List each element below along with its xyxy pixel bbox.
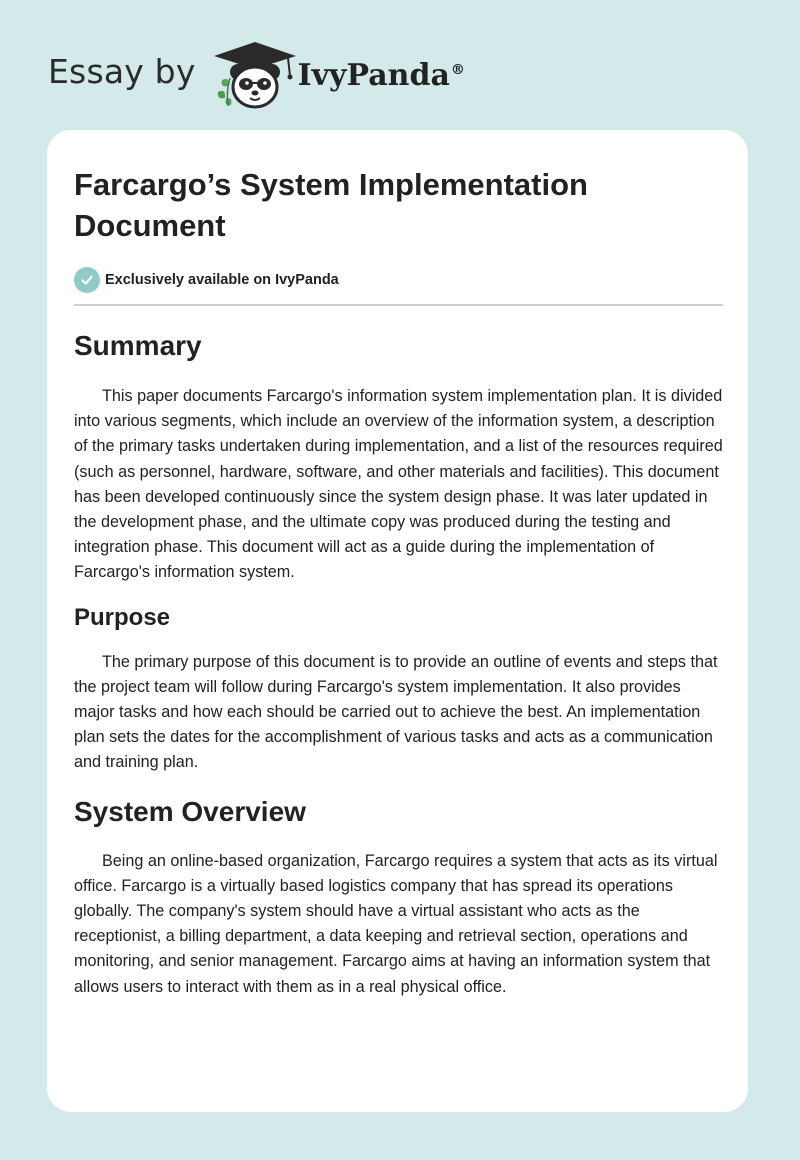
brand-header xyxy=(48,34,465,114)
divider xyxy=(74,304,723,306)
registered-mark: ® xyxy=(450,61,465,78)
brand-name-text: IvyPanda xyxy=(297,57,450,93)
badge-text: Exclusively available on IvyPanda xyxy=(105,272,339,288)
section-body-system-overview: Being an online-based organization, Farcargo requires a system that acts as its virtual office. Farcargo is a virtually based logistics company that has spread its operations globally. The company's system should have a virtual assistant who acts as the receptionist, a billing department, a data keeping and retrieval section, operations and monitoring, and senior management. Farcargo aims at having an information system that allows users to interact with them as in a real physical office. xyxy=(74,851,718,996)
section-heading-system-overview: System Overview xyxy=(74,795,306,827)
brand-prefix: Essay by xyxy=(48,51,196,91)
page-title: Farcargo’s System Implementation Document xyxy=(74,167,588,243)
document-content xyxy=(74,164,724,1000)
exclusive-badge xyxy=(74,267,724,293)
section-body-summary: This paper documents Farcargo's information system implementation plan. It is divided into various segments, which include an overview of the information system, a description of the primary tasks undertaken during implementation, and a list of the resources required (such as personnel, hardware, software, and other materials and facilities). This document has been developed continuously since the system design phase. It was later updated in the development phase, and the ultimate copy was produced during the testing and integration phase. This document will act as a guide during the implementation of Farcargo's information system. xyxy=(74,387,723,582)
panda-logo-icon[interactable] xyxy=(208,36,302,112)
section-heading-summary: Summary xyxy=(74,330,202,361)
document-card xyxy=(47,130,748,1112)
checkmark-icon xyxy=(74,267,100,293)
section-heading-purpose: Purpose xyxy=(74,603,171,631)
section-body-purpose: The primary purpose of this document is to provide an outline of events and steps that the project team will follow during Farcargo's system implementation. It also provides major tasks and how each should be carried out to achieve the best. An implementation plan sets the dates for the accomplishment of various tasks and acts as a communication and training plan. xyxy=(74,652,718,772)
brand-name xyxy=(298,58,465,93)
